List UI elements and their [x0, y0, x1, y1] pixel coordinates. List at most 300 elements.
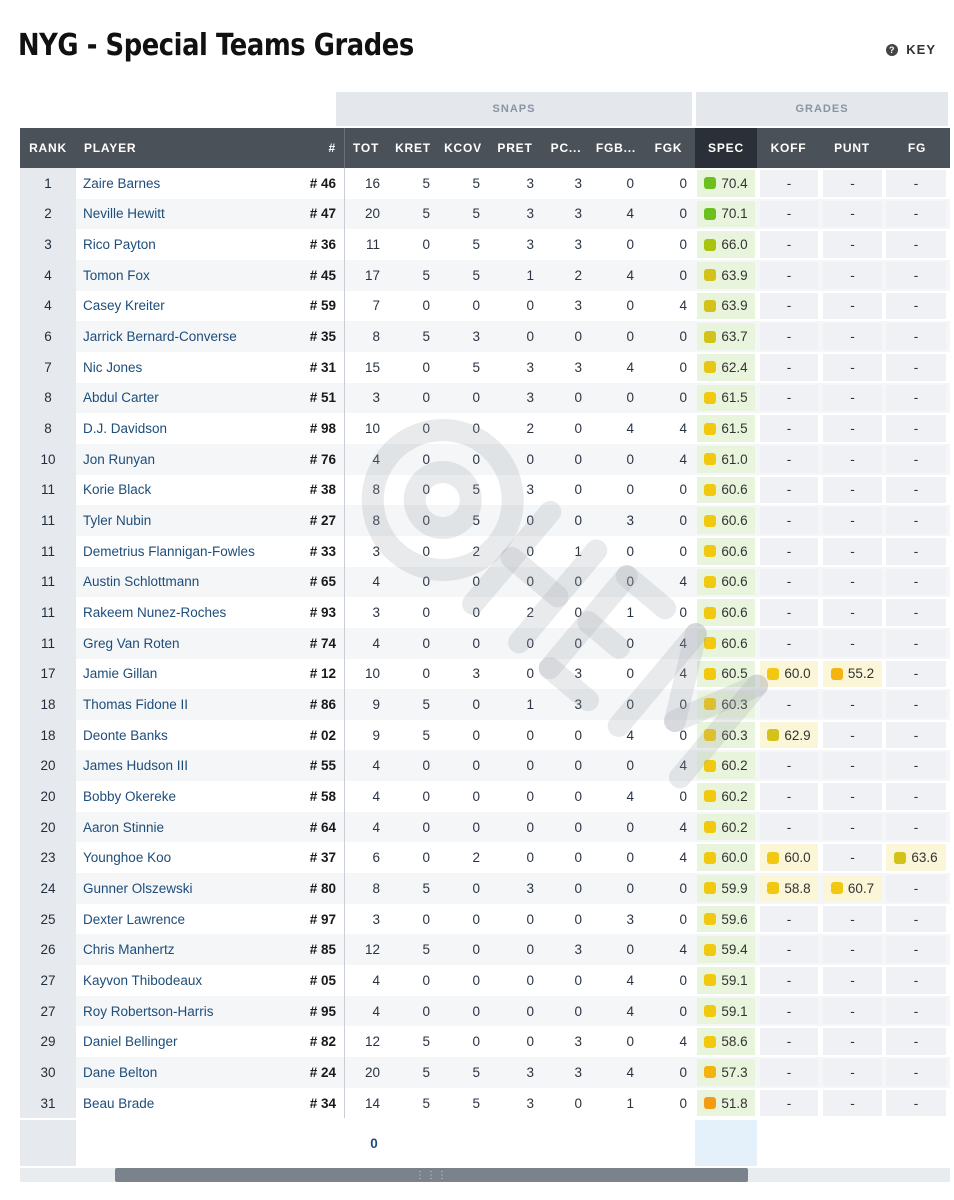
- key-link[interactable]: [886, 42, 936, 57]
- table-row[interactable]: [20, 444, 950, 475]
- grade-spec-cell: [697, 783, 755, 810]
- grade-badge: [704, 728, 747, 743]
- table-row[interactable]: [20, 965, 950, 996]
- header-player[interactable]: PLAYER: [84, 141, 137, 155]
- player-name-link[interactable]: Rakeem Nunez-Roches: [83, 605, 227, 621]
- grade-fg-cell: -: [886, 170, 946, 197]
- grade-punt-cell: -: [823, 783, 882, 810]
- column-header-row: [20, 128, 950, 168]
- snap-kret-cell: 0: [422, 451, 430, 467]
- snap-pcov-cell: 2: [574, 267, 582, 283]
- grade-value: 63.6: [911, 850, 938, 866]
- snap-fgblk-cell: 0: [626, 451, 634, 467]
- player-name-link[interactable]: Bobby Okereke: [83, 788, 177, 804]
- player-name-link[interactable]: Chris Manhertz: [83, 942, 175, 958]
- header-fg[interactable]: FG: [907, 141, 927, 155]
- snap-kcov-cell: 0: [472, 1034, 480, 1050]
- header-pret[interactable]: PRET: [497, 141, 533, 155]
- player-name-link[interactable]: Kayvon Thibodeaux: [83, 972, 203, 988]
- grade-value: 60.3: [721, 696, 748, 712]
- grade-koff-cell: [760, 875, 818, 902]
- grade-color-icon: [704, 1036, 716, 1048]
- snap-tot-cell: 4: [372, 819, 380, 835]
- grade-color-icon: [767, 852, 779, 864]
- snap-fgblk-cell: 0: [626, 635, 634, 651]
- player-name-link[interactable]: James Hudson III: [83, 758, 189, 774]
- grade-value: 60.6: [721, 513, 748, 529]
- grade-spec-cell: [697, 231, 755, 258]
- table-row[interactable]: [20, 597, 950, 628]
- table-row[interactable]: [20, 628, 950, 659]
- footer-rank-cell: [20, 1120, 76, 1166]
- grade-badge: [831, 881, 874, 896]
- grade-spec-cell: [697, 1059, 755, 1086]
- snap-tot-cell: 4: [372, 972, 380, 988]
- grade-color-icon: [704, 760, 716, 772]
- player-name-link[interactable]: Dane Belton: [83, 1064, 158, 1080]
- snap-kret-cell: 5: [422, 267, 430, 283]
- snap-kret-cell: 0: [422, 788, 430, 804]
- snap-fgk-cell: 4: [679, 758, 687, 774]
- snap-fgk-cell: 0: [679, 513, 687, 529]
- grade-koff-cell: -: [760, 1090, 818, 1117]
- snap-kcov-cell: 5: [472, 175, 480, 191]
- snap-fgblk-cell: 0: [626, 298, 634, 314]
- grade-color-icon: [704, 576, 716, 588]
- snap-pret-cell: 0: [526, 298, 534, 314]
- grade-color-icon: [704, 729, 716, 741]
- rank-cell: 7: [20, 352, 76, 383]
- snap-fgblk-cell: 0: [626, 175, 634, 191]
- table-row[interactable]: [20, 352, 950, 383]
- snap-tot-cell: 4: [372, 635, 380, 651]
- jersey-number: # 38: [309, 482, 336, 498]
- snap-fgblk-cell: 4: [626, 788, 634, 804]
- jersey-number: # 85: [309, 942, 336, 958]
- rank-cell: 8: [20, 413, 76, 444]
- table-row[interactable]: [20, 321, 950, 352]
- grade-badge: [704, 820, 747, 835]
- grade-punt-cell: -: [823, 293, 882, 320]
- jersey-number: # 93: [309, 605, 336, 621]
- header-number[interactable]: #: [328, 141, 336, 155]
- header-pcov[interactable]: PC...: [550, 141, 582, 155]
- snap-pret-cell: 0: [526, 819, 534, 835]
- player-name-link[interactable]: Aaron Stinnie: [83, 819, 165, 835]
- snap-fgk-cell: 0: [679, 1095, 687, 1111]
- grade-spec-cell: [697, 875, 755, 902]
- grade-koff-cell: -: [760, 998, 818, 1025]
- header-rank[interactable]: RANK: [29, 141, 67, 155]
- header-koff[interactable]: KOFF: [770, 141, 807, 155]
- header-spec[interactable]: SPEC: [695, 128, 757, 168]
- snap-kcov-cell: 5: [472, 267, 480, 283]
- snap-kcov-cell: 5: [472, 359, 480, 375]
- grade-color-icon: [704, 852, 716, 864]
- grade-koff-cell: -: [760, 691, 818, 718]
- grade-spec-cell: [697, 967, 755, 994]
- snap-fgblk-cell: 4: [626, 359, 634, 375]
- grade-punt-cell: -: [823, 967, 882, 994]
- jersey-number: # 86: [309, 696, 336, 712]
- snap-kret-cell: 5: [422, 880, 430, 896]
- player-name-link[interactable]: Daniel Bellinger: [83, 1034, 178, 1050]
- grade-badge: [767, 850, 810, 865]
- grade-punt-cell: -: [823, 844, 882, 871]
- snap-fgblk-cell: 4: [626, 727, 634, 743]
- table-row[interactable]: [20, 842, 950, 873]
- player-name-link[interactable]: Nic Jones: [83, 359, 143, 375]
- grade-badge: [704, 1065, 747, 1080]
- player-name-link[interactable]: Greg Van Roten: [83, 635, 180, 651]
- snap-fgk-cell: 4: [679, 1034, 687, 1050]
- grade-color-icon: [704, 944, 716, 956]
- rank-cell: 11: [20, 536, 76, 567]
- grade-punt-cell: -: [823, 936, 882, 963]
- grade-color-icon: [767, 668, 779, 680]
- table-row[interactable]: [20, 475, 950, 506]
- grade-koff-cell: -: [760, 906, 818, 933]
- grade-fg-cell: -: [886, 354, 946, 381]
- player-name-link[interactable]: Jamie Gillan: [83, 666, 158, 682]
- grade-spec-cell: [697, 385, 755, 412]
- snap-kret-cell: 0: [422, 421, 430, 437]
- rank-cell: 25: [20, 904, 76, 935]
- table-row[interactable]: [20, 934, 950, 965]
- snap-kret-cell: 0: [422, 543, 430, 559]
- snap-tot-cell: 3: [372, 390, 380, 406]
- snap-kcov-cell: 5: [472, 1064, 480, 1080]
- rank-cell: 23: [20, 842, 76, 873]
- rank-cell: 4: [20, 260, 76, 291]
- grade-badge: [704, 850, 747, 865]
- player-name-link[interactable]: Deonte Banks: [83, 727, 168, 743]
- grade-color-icon: [704, 361, 716, 373]
- snap-fgblk-cell: 3: [626, 513, 634, 529]
- snap-tot-cell: 14: [364, 1095, 380, 1111]
- snap-kret-cell: 0: [422, 972, 430, 988]
- table-row[interactable]: [20, 413, 950, 444]
- snap-pret-cell: 1: [526, 696, 534, 712]
- grade-badge: [704, 268, 747, 283]
- grade-value: 60.0: [784, 850, 811, 866]
- grade-badge: [704, 360, 747, 375]
- snap-pret-cell: 0: [526, 727, 534, 743]
- grade-fg-cell: -: [886, 722, 946, 749]
- table-row[interactable]: [20, 536, 950, 567]
- grade-koff-cell: -: [760, 752, 818, 779]
- grade-fg-cell: -: [886, 998, 946, 1025]
- grade-spec-cell: [697, 201, 755, 228]
- grade-fg-cell: -: [886, 967, 946, 994]
- snap-pret-cell: 3: [526, 237, 534, 253]
- snap-pret-cell: 0: [526, 911, 534, 927]
- grade-color-icon: [704, 423, 716, 435]
- table-row[interactable]: [20, 720, 950, 751]
- snap-fgblk-cell: 0: [626, 880, 634, 896]
- snap-fgk-cell: 0: [679, 972, 687, 988]
- grade-color-icon: [704, 607, 716, 619]
- player-name-link[interactable]: D.J. Davidson: [83, 421, 168, 437]
- grade-badge: [704, 1096, 747, 1111]
- rank-cell: 3: [20, 229, 76, 260]
- table-row[interactable]: [20, 750, 950, 781]
- snap-pcov-cell: 3: [574, 1034, 582, 1050]
- snap-pcov-cell: 0: [574, 482, 582, 498]
- snap-kcov-cell: 5: [472, 206, 480, 222]
- grade-fg-cell: -: [886, 323, 946, 350]
- snap-pret-cell: 3: [526, 390, 534, 406]
- snap-fgblk-cell: 4: [626, 267, 634, 283]
- grade-value: 61.0: [721, 451, 748, 467]
- player-name-link[interactable]: Austin Schlottmann: [83, 574, 200, 590]
- grade-value: 58.6: [721, 1034, 748, 1050]
- snap-tot-cell: 8: [372, 880, 380, 896]
- header-fgk[interactable]: FGK: [654, 141, 683, 155]
- snap-pret-cell: 3: [526, 175, 534, 191]
- grade-punt-cell: -: [823, 538, 882, 565]
- snap-tot-cell: 10: [364, 421, 380, 437]
- column-group-row: [20, 88, 950, 126]
- header-tot[interactable]: TOT: [352, 141, 380, 155]
- player-name-link[interactable]: Thomas Fidone II: [83, 696, 189, 712]
- snap-pcov-cell: 0: [574, 911, 582, 927]
- snap-fgk-cell: 0: [679, 696, 687, 712]
- snap-tot-cell: 4: [372, 451, 380, 467]
- grade-spec-cell: [697, 936, 755, 963]
- table-row[interactable]: [20, 812, 950, 843]
- grade-fg-cell: -: [886, 936, 946, 963]
- grade-spec-cell: [697, 477, 755, 504]
- table-row[interactable]: [20, 567, 950, 598]
- grade-badge: [704, 697, 747, 712]
- snap-kret-cell: 0: [422, 605, 430, 621]
- jersey-number: # 65: [309, 574, 336, 590]
- rank-cell: 8: [20, 383, 76, 414]
- table-row[interactable]: [20, 168, 950, 199]
- table-row[interactable]: [20, 781, 950, 812]
- player-name-link[interactable]: Tomon Fox: [83, 267, 150, 283]
- grade-value: 63.9: [721, 267, 748, 283]
- player-name-link[interactable]: Roy Robertson-Harris: [83, 1003, 214, 1019]
- snap-pret-cell: 0: [526, 1034, 534, 1050]
- group-snaps: SNAPS: [336, 92, 692, 126]
- snap-pcov-cell: 0: [574, 758, 582, 774]
- player-name-link[interactable]: Rico Payton: [83, 237, 156, 253]
- grade-fg-cell: -: [886, 875, 946, 902]
- table-row[interactable]: [20, 229, 950, 260]
- snap-kcov-cell: 5: [472, 482, 480, 498]
- grade-koff-cell: -: [760, 936, 818, 963]
- snap-pcov-cell: 0: [574, 727, 582, 743]
- snap-fgk-cell: 4: [679, 451, 687, 467]
- grade-punt-cell: -: [823, 231, 882, 258]
- player-name-link[interactable]: Dexter Lawrence: [83, 911, 186, 927]
- player-name-link[interactable]: Beau Brade: [83, 1095, 155, 1111]
- horizontal-scrollbar[interactable]: [20, 1168, 950, 1182]
- player-name-link[interactable]: Casey Kreiter: [83, 298, 165, 314]
- header-kret[interactable]: KRET: [395, 141, 431, 155]
- player-name-link[interactable]: Korie Black: [83, 482, 152, 498]
- player-name-link[interactable]: Demetrius Flannigan-Fowles: [83, 543, 255, 559]
- table-row[interactable]: [20, 996, 950, 1027]
- table-row[interactable]: [20, 1057, 950, 1088]
- grade-badge: [704, 912, 747, 927]
- snap-kcov-cell: 0: [472, 727, 480, 743]
- snap-kret-cell: 0: [422, 819, 430, 835]
- table-row[interactable]: [20, 1088, 950, 1119]
- rank-cell: 26: [20, 934, 76, 965]
- grade-color-icon: [831, 668, 843, 680]
- grade-spec-cell: [697, 844, 755, 871]
- snap-fgk-cell: 0: [679, 911, 687, 927]
- snap-pcov-cell: 0: [574, 605, 582, 621]
- table-row[interactable]: [20, 291, 950, 322]
- grade-value: 62.4: [721, 359, 748, 375]
- snap-kret-cell: 0: [422, 635, 430, 651]
- grade-value: 57.3: [721, 1064, 748, 1080]
- grades-grid: [20, 88, 950, 1168]
- player-name-link[interactable]: Abdul Carter: [83, 390, 159, 406]
- grade-badge: [704, 636, 747, 651]
- snap-tot-cell: 3: [372, 911, 380, 927]
- snap-fgblk-cell: 4: [626, 1003, 634, 1019]
- grade-koff-cell: -: [760, 783, 818, 810]
- snap-tot-cell: 17: [364, 267, 380, 283]
- grade-fg-cell: -: [886, 415, 946, 442]
- grade-koff-cell: [760, 661, 818, 688]
- snap-pret-cell: 0: [526, 942, 534, 958]
- grade-spec-cell: [697, 446, 755, 473]
- jersey-number: # 76: [309, 451, 336, 467]
- grade-badge: [704, 482, 747, 497]
- grade-koff-cell: -: [760, 814, 818, 841]
- table-body: [20, 168, 950, 1118]
- jersey-number: # 59: [309, 298, 336, 314]
- snap-fgk-cell: 0: [679, 329, 687, 345]
- grade-punt-cell: -: [823, 599, 882, 626]
- grade-value: 59.1: [721, 972, 748, 988]
- snap-tot-cell: 16: [364, 175, 380, 191]
- grade-color-icon: [767, 882, 779, 894]
- grade-punt-cell: -: [823, 385, 882, 412]
- grade-fg-cell: -: [886, 507, 946, 534]
- player-name-link[interactable]: Jon Runyan: [83, 451, 156, 467]
- grade-punt-cell: -: [823, 507, 882, 534]
- grade-color-icon: [704, 1066, 716, 1078]
- table-row[interactable]: [20, 689, 950, 720]
- grade-badge: [704, 237, 747, 252]
- jersey-number: # 74: [309, 635, 336, 651]
- table-row[interactable]: [20, 904, 950, 935]
- snap-pcov-cell: 0: [574, 635, 582, 651]
- grade-punt-cell: -: [823, 630, 882, 657]
- grade-color-icon: [704, 515, 716, 527]
- grade-value: 60.6: [721, 605, 748, 621]
- snap-tot-cell: 9: [372, 727, 380, 743]
- snap-fgk-cell: 4: [679, 574, 687, 590]
- grade-punt-cell: -: [823, 446, 882, 473]
- rank-cell: 6: [20, 321, 76, 352]
- snap-pret-cell: 0: [526, 543, 534, 559]
- player-name-link[interactable]: Gunner Olszewski: [83, 880, 193, 896]
- player-name-link[interactable]: Younghoe Koo: [83, 850, 172, 866]
- grade-koff-cell: -: [760, 323, 818, 350]
- grade-fg-cell: -: [886, 477, 946, 504]
- header-kcov[interactable]: KCOV: [444, 141, 482, 155]
- snap-pcov-cell: 3: [574, 666, 582, 682]
- grade-punt-cell: -: [823, 477, 882, 504]
- header-fgblk[interactable]: FGB...: [595, 141, 637, 155]
- grade-koff-cell: [760, 844, 818, 871]
- snap-fgblk-cell: 0: [626, 329, 634, 345]
- snap-pcov-cell: 3: [574, 696, 582, 712]
- snap-fgblk-cell: 1: [626, 1095, 634, 1111]
- question-circle-icon: ?: [886, 44, 898, 56]
- table-footer: [20, 1120, 950, 1166]
- grade-spec-cell: [697, 630, 755, 657]
- snap-kret-cell: 5: [422, 1064, 430, 1080]
- grade-badge: [704, 942, 747, 957]
- table-row[interactable]: [20, 873, 950, 904]
- jersey-number: # 95: [309, 1003, 336, 1019]
- jersey-number: # 64: [309, 819, 336, 835]
- grade-color-icon: [704, 239, 716, 251]
- snap-fgblk-cell: 4: [626, 1064, 634, 1080]
- player-name-link[interactable]: Neville Hewitt: [83, 206, 165, 222]
- player-name-link[interactable]: Jarrick Bernard-Converse: [83, 329, 237, 345]
- snap-kcov-cell: 0: [472, 421, 480, 437]
- snap-fgk-cell: 0: [679, 727, 687, 743]
- footer-spec-cell: [695, 1120, 757, 1166]
- player-name-link[interactable]: Zaire Barnes: [83, 175, 161, 191]
- grade-spec-cell: [697, 354, 755, 381]
- snap-tot-cell: 7: [372, 298, 380, 314]
- snap-pret-cell: 3: [526, 359, 534, 375]
- snap-kret-cell: 5: [422, 1034, 430, 1050]
- grade-spec-cell: [697, 906, 755, 933]
- table-row[interactable]: [20, 199, 950, 230]
- snap-kcov-cell: 2: [472, 850, 480, 866]
- grade-value: 60.6: [721, 543, 748, 559]
- table-row[interactable]: [20, 505, 950, 536]
- table-row[interactable]: [20, 659, 950, 690]
- grade-punt-cell: -: [823, 1059, 882, 1086]
- grade-badge: [704, 298, 747, 313]
- rank-cell: 17: [20, 659, 76, 690]
- snap-pret-cell: 3: [526, 482, 534, 498]
- header-punt[interactable]: PUNT: [834, 141, 870, 155]
- grade-fg-cell: -: [886, 752, 946, 779]
- grade-badge: [767, 728, 810, 743]
- player-name-link[interactable]: Tyler Nubin: [83, 513, 152, 529]
- snap-kcov-cell: 0: [472, 605, 480, 621]
- grade-punt-cell: -: [823, 201, 882, 228]
- table-row[interactable]: [20, 260, 950, 291]
- rank-cell: 11: [20, 628, 76, 659]
- snap-kcov-cell: 0: [472, 972, 480, 988]
- snap-kcov-cell: 0: [472, 788, 480, 804]
- scrollbar-thumb[interactable]: ⋮⋮⋮: [115, 1168, 748, 1182]
- table-row[interactable]: [20, 383, 950, 414]
- snap-kret-cell: 5: [422, 727, 430, 743]
- snap-pcov-cell: 0: [574, 421, 582, 437]
- grade-color-icon: [704, 821, 716, 833]
- snap-kcov-cell: 2: [472, 543, 480, 559]
- snap-pcov-cell: 3: [574, 237, 582, 253]
- snap-kcov-cell: 0: [472, 758, 480, 774]
- table-row[interactable]: [20, 1026, 950, 1057]
